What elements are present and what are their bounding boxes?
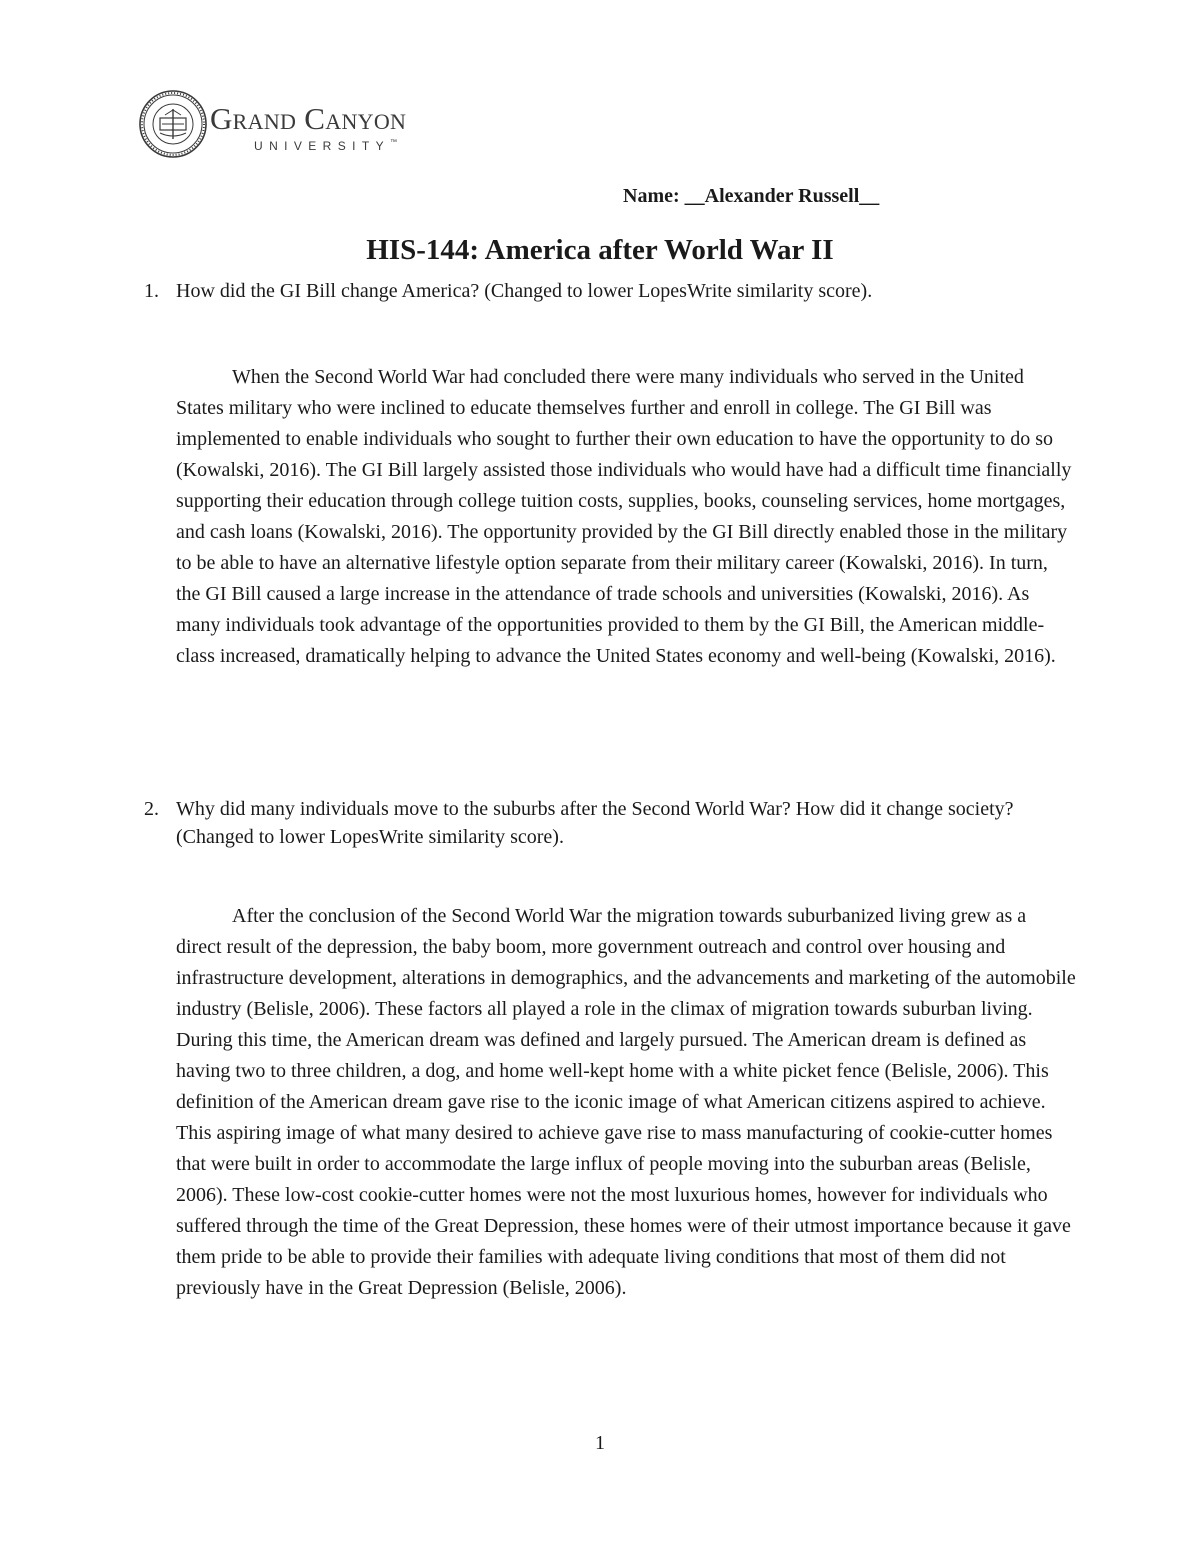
page-number: 1	[595, 1432, 605, 1454]
logo-subtitle-text: UNIVERSITY	[254, 139, 391, 153]
question-text: How did the GI Bill change America? (Changed to lower LopesWrite similarity score).	[176, 280, 873, 302]
student-name: Name: __Alexander Russell__	[623, 185, 880, 207]
logo-subtitle	[254, 139, 397, 153]
question-number: 2.	[144, 798, 159, 820]
university-seal-icon	[138, 89, 208, 159]
question-number: 1.	[144, 280, 159, 302]
university-logo	[138, 89, 458, 161]
logo-title: Grand Canyon	[210, 101, 407, 136]
answer-paragraph-2: After the conclusion of the Second World War the migration towards suburbanized living grew as a direct result of the depression, the baby boom, more government outreach and control over housing and infrastructure development, alterations in demographics, and the advancements and marketing of the automobile industry (Belisle, 2006). These factors all played a role in the climax of migration towards suburban living. During this time, the American dream was defined and largely pursued. The American dream is defined as having two to three children, a dog, and home well-kept home with a white picket fence (Belisle, 2006). This definition of the American dream gave rise to the iconic image of what American citizens aspired to achieve. This aspiring image of what many desired to achieve gave rise to mass manufacturing of cookie-cutter homes that were built in order to accommodate the large influx of people moving into the suburban areas (Belisle, 2006). These low-cost cookie-cutter homes were not the most luxurious homes, however for individuals who suffered through the time of the Great Depression, these homes were of their utmost importance because it gave them pride to be able to provide their families with adequate living conditions that most of them did not previously have in the Great Depression (Belisle, 2006).	[176, 905, 1076, 1299]
trademark-symbol: ™	[390, 139, 398, 146]
question-text: Why did many individuals move to the suburbs after the Second World War? How did it change society? (Changed to lower LopesWrite similarity score).	[176, 798, 1014, 848]
document-title: HIS-144: America after World War II	[366, 234, 834, 266]
answer-paragraph-1: When the Second World War had concluded there were many individuals who served in the United States military who were inclined to educate themselves further and enroll in college. The GI Bill was implemented to enable individuals who sought to further their own education to have the opportunity to do so (Kowalski, 2016). The GI Bill largely assisted those individuals who would have had a difficult time financially supporting their education through college tuition costs, supplies, books, counseling services, home mortgages, and cash loans (Kowalski, 2016). The opportunity provided by the GI Bill directly enabled those in the military to be able to have an alternative lifestyle option separate from their military career (Kowalski, 2016). In turn, the GI Bill caused a large increase in the attendance of trade schools and universities (Kowalski, 2016). As many individuals took advantage of the opportunities provided to them by the GI Bill, the American middle-class increased, dramatically helping to advance the United States economy and well-being (Kowalski, 2016).	[176, 366, 1072, 667]
